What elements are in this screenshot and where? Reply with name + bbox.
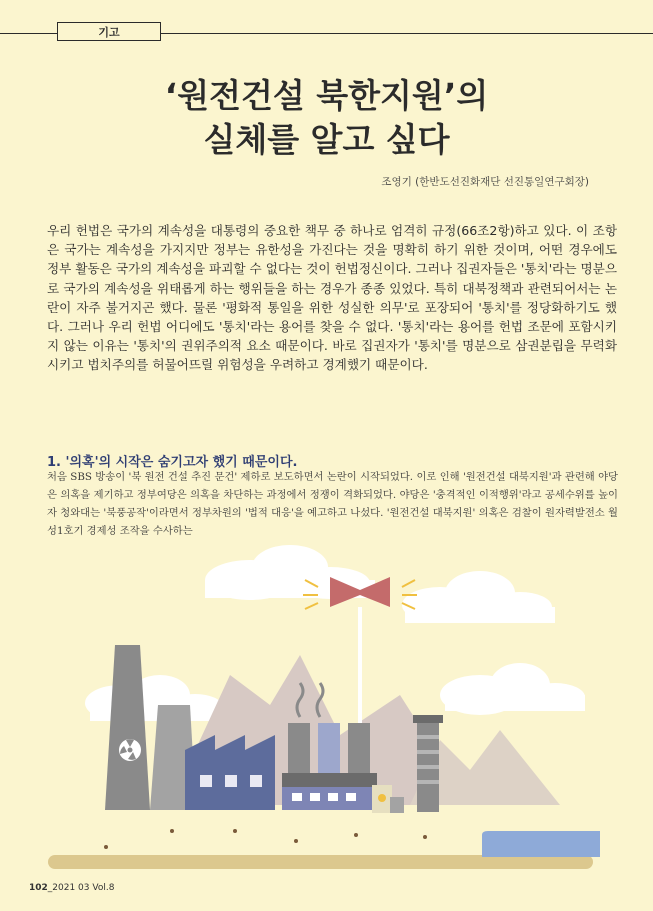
section-tag: 기고 [57,22,161,41]
nuclear-power-plant-illustration [0,535,653,880]
section-body: 처음 SBS 방송이 '북 원전 건설 추진 문건' 제하로 보도하면서 논란이 시작되었다. 이로 인해 '원전건설 대북지원'과 관련해 야당은 의혹을 제기하고 정부여당은 의혹을 차단하는 과정에서 정쟁이 격화되었다. 야당은 '충격적인 이적행위'라고 공세수위를 높이자 청와대는 '북풍공작'이라면서 정부차원의 '법적 대응'을 예고하고 나섰다. '원전건설 대북지원' 의혹은 검찰이 원자력발전소 월성1호기 경제성 조작을 수사하는 [47,471,618,537]
cloud-icon [402,571,555,623]
cloud-icon [440,663,585,715]
title-line-1: ‘원전건설 북한지원’의 [164,76,489,115]
title-line-2: 실체를 알고 싶다 [203,120,450,159]
page-footer [29,883,114,893]
author-byline: 조영기 (한반도선진화재단 선진통일연구회장) [381,176,589,188]
section-heading: 1. '의혹'의 시작은 숨기고자 했기 때문이다. [47,455,298,470]
lead-paragraph: 우리 헌법은 국가의 계속성을 대통령의 중요한 책무 중 하나로 엄격히 규정(66조2항)하고 있다. 이 조항은 국가는 계속성을 가지지만 정부는 유한성을 가진다는 것을 명확히 하기 위한 것이며, 어떤 경우에도 정부 활동은 국가의 계속성을 파괴할 수 없다는 것이 헌법정신이다. 그러나 집권자들은 '통치'라는 명분으로 국가의 계속성을 위태롭게 하는 행위들을 하는 경우가 종종 있었다. 특히 대북정책과 관련되어서는 논란이 자주 불거지곤 했다. 물론 '평화적 통일을 위한 성실한 의무'로 포장되어 '통치'를 정당화하기도 했다. 그러나 우리 헌법 어디에도 '통치'라는 용어를 찾을 수 없다. '통치'라는 용어를 헌법 조문에 포함시키지 않는 이유는 '통치'의 권위주의적 요소 때문이다. 바로 집권자가 '통치'를 명분으로 삼권분립을 무력화시키고 법치주의를 허물어뜨릴 위험성을 우려하고 경계했기 때문이다. [47,223,617,373]
page-number: 102 [29,883,48,893]
article-title [0,74,653,162]
issue-info: _2021 03 Vol.8 [47,883,115,893]
cloud-icon [85,675,223,721]
